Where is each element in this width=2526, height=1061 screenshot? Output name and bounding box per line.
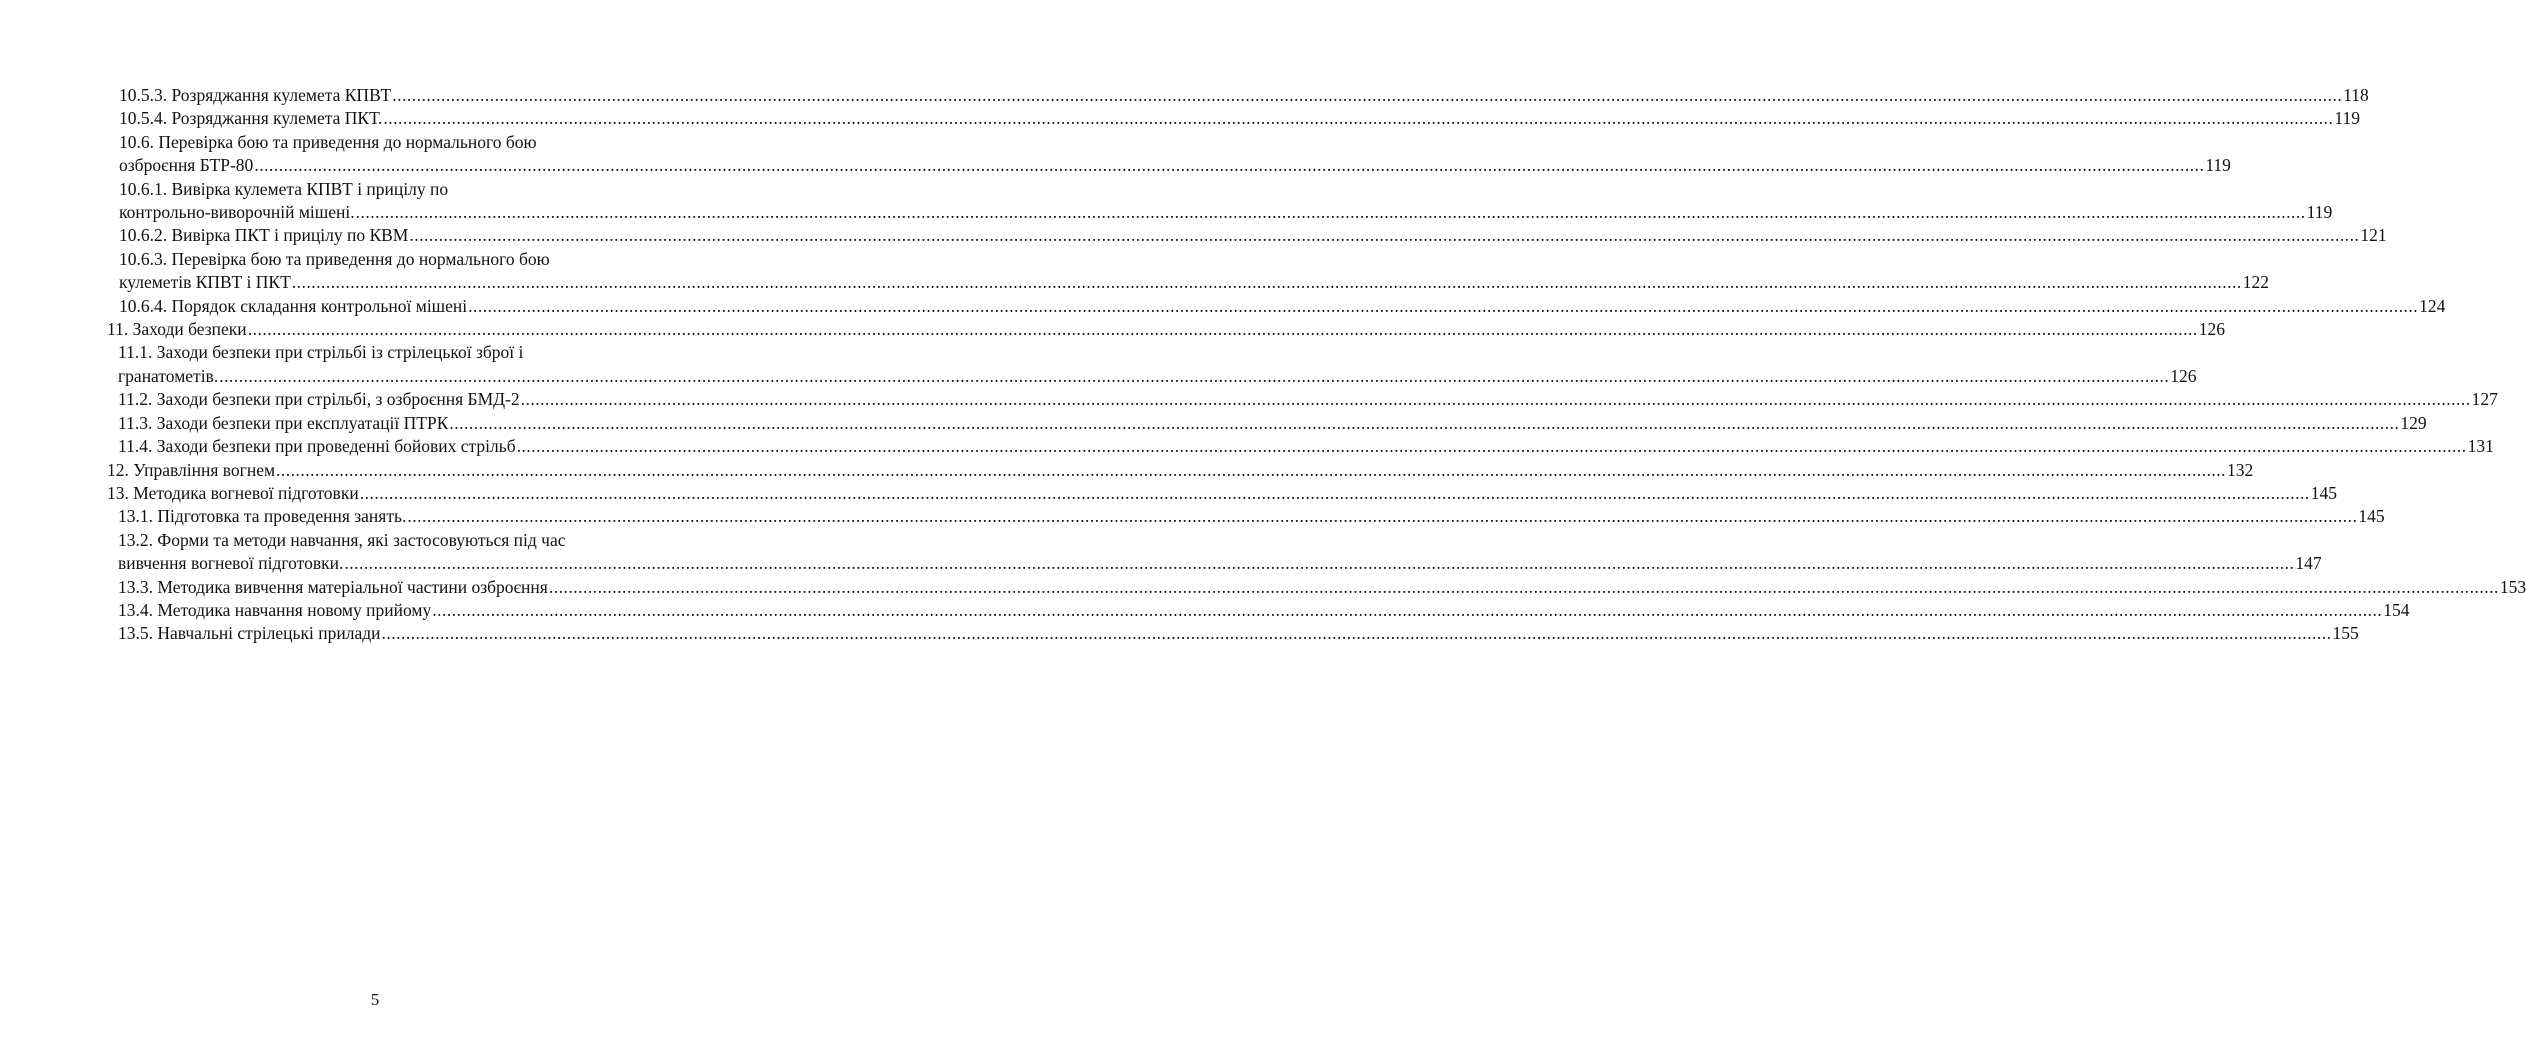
toc-entry-line bbox=[118, 365, 2197, 388]
toc-entry-title: кулеметів КПВТ і ПКТ bbox=[119, 272, 291, 293]
toc-entry-page: 131 bbox=[2467, 436, 2494, 457]
toc-entry-line bbox=[118, 599, 2410, 622]
toc-entry-title: озброєння БТР-80 bbox=[119, 155, 254, 176]
toc-entry-title: 13.1. Підготовка та проведення занять. bbox=[118, 506, 407, 527]
toc-entry-line bbox=[118, 341, 667, 364]
toc-entry[interactable] bbox=[119, 295, 2446, 318]
dot-leader: ................................................................................................................................................................................................................................................................................................................................................................................................................ bbox=[344, 553, 2295, 574]
toc-entry-page: 145 bbox=[2310, 482, 2337, 503]
toc-entry[interactable] bbox=[119, 131, 2231, 178]
toc-entry-title: 13. Методика вогневої підготовки bbox=[107, 482, 359, 503]
dot-leader: ................................................................................................................................................................................................................................................................................................................................................................................................................ bbox=[432, 599, 2383, 620]
table-of-contents bbox=[0, 84, 2526, 646]
toc-entry-title: 13.3. Методика вивчення матеріальної частини озброєння bbox=[118, 576, 548, 597]
toc-entry-line bbox=[118, 505, 2385, 528]
toc-entry[interactable] bbox=[118, 622, 2359, 645]
toc-entry-title: 10.5.4. Розряджання кулемета ПКТ. bbox=[119, 108, 383, 129]
toc-entry-page: 126 bbox=[2170, 365, 2197, 386]
toc-entry-line bbox=[107, 482, 2337, 505]
toc-entry-line bbox=[107, 318, 2225, 341]
toc-entry-page: 124 bbox=[2419, 295, 2446, 316]
toc-entry-line bbox=[119, 131, 667, 154]
toc-entry-line bbox=[118, 622, 2359, 645]
toc-entry-line bbox=[119, 224, 2387, 247]
dot-leader: ................................................................................................................................................................................................................................................................................................................................................................................................................ bbox=[219, 365, 2170, 386]
toc-entry[interactable] bbox=[119, 84, 2369, 107]
toc-entry-title: 13.4. Методика навчання новому прийому bbox=[118, 599, 432, 620]
toc-entry[interactable] bbox=[118, 388, 2498, 411]
dot-leader: ................................................................................................................................................................................................................................................................................................................................................................................................................ bbox=[409, 225, 2360, 246]
toc-entry-line bbox=[119, 248, 667, 271]
toc-entry-title: 12. Управління вогнем bbox=[107, 459, 276, 480]
dot-leader: ................................................................................................................................................................................................................................................................................................................................................................................................................ bbox=[468, 295, 2419, 316]
toc-entry-page: 147 bbox=[2295, 553, 2322, 574]
toc-entry-title: гранатометів. bbox=[118, 365, 219, 386]
toc-entry-line bbox=[118, 529, 667, 552]
toc-entry-title: вивчення вогневої підготовки. bbox=[118, 553, 344, 574]
toc-entry[interactable] bbox=[107, 482, 2337, 505]
toc-entry-title: 10.6.2. Вивірка ПКТ і прицілу по КВМ bbox=[119, 225, 409, 246]
toc-entry[interactable] bbox=[119, 224, 2387, 247]
toc-entry[interactable] bbox=[118, 576, 2526, 599]
dot-leader: ................................................................................................................................................................................................................................................................................................................................................................................................................ bbox=[516, 436, 2467, 457]
toc-entry-page: 126 bbox=[2198, 319, 2225, 340]
toc-entry[interactable] bbox=[119, 178, 2333, 225]
toc-entry-line bbox=[118, 552, 2322, 575]
toc-entry-page: 119 bbox=[2306, 202, 2333, 223]
dot-leader: ................................................................................................................................................................................................................................................................................................................................................................................................................ bbox=[383, 108, 2334, 129]
toc-entry-page: 129 bbox=[2400, 412, 2427, 433]
dot-leader: ................................................................................................................................................................................................................................................................................................................................................................................................................ bbox=[407, 506, 2358, 527]
toc-entry-page: 154 bbox=[2383, 599, 2410, 620]
dot-leader: ................................................................................................................................................................................................................................................................................................................................................................................................................ bbox=[247, 319, 2198, 340]
dot-leader: ................................................................................................................................................................................................................................................................................................................................................................................................................ bbox=[449, 412, 2400, 433]
toc-entry-title: 10.6.4. Порядок складання контрольної мішені bbox=[119, 295, 468, 316]
dot-leader: ................................................................................................................................................................................................................................................................................................................................................................................................................ bbox=[355, 202, 2306, 223]
toc-entry[interactable] bbox=[118, 599, 2410, 622]
toc-entry-line bbox=[118, 388, 2498, 411]
toc-entry-page: 119 bbox=[2205, 155, 2231, 176]
toc-entry-page: 155 bbox=[2332, 623, 2359, 644]
toc-entry-page: 127 bbox=[2471, 389, 2498, 410]
toc-entry-title: 11.3. Заходи безпеки при експлуатації ПТРК bbox=[118, 412, 449, 433]
toc-entry[interactable] bbox=[119, 107, 2360, 130]
toc-entry-line bbox=[118, 435, 2494, 458]
toc-entry-page: 132 bbox=[2227, 459, 2254, 480]
toc-entry-line bbox=[118, 412, 2427, 435]
toc-entry[interactable] bbox=[118, 529, 2322, 576]
toc-entry[interactable] bbox=[118, 505, 2385, 528]
toc-entry-page: 145 bbox=[2358, 506, 2385, 527]
toc-entry-title: 13.5. Навчальні стрілецькі прилади bbox=[118, 623, 381, 644]
dot-leader: ................................................................................................................................................................................................................................................................................................................................................................................................................ bbox=[381, 623, 2332, 644]
toc-entry-title: 10.5.3. Розряджання кулемета КПВТ bbox=[119, 85, 392, 105]
toc-entry-line bbox=[118, 576, 2526, 599]
toc-entry-line bbox=[107, 459, 2254, 482]
toc-entry-line bbox=[119, 178, 667, 201]
dot-leader: ................................................................................................................................................................................................................................................................................................................................................................................................................ bbox=[359, 482, 2310, 503]
toc-entry-title: 11.2. Заходи безпеки при стрільбі, з озброєння БМД-2 bbox=[118, 389, 520, 410]
page-number: 5 bbox=[370, 990, 380, 1009]
toc-entry-title-line: 10.6.3. Перевірка бою та приведення до нормального бою bbox=[119, 248, 550, 269]
dot-leader: ................................................................................................................................................................................................................................................................................................................................................................................................................ bbox=[276, 459, 2227, 480]
toc-entry-title-line: 11.1. Заходи безпеки при стрільбі із стрілецької зброї і bbox=[118, 342, 524, 363]
toc-entry-line bbox=[119, 201, 2333, 224]
toc-entry[interactable] bbox=[119, 248, 2270, 295]
toc-entry-title-line: 13.2. Форми та методи навчання, які застосовуються під час bbox=[118, 529, 566, 550]
toc-entry-title-line: 10.6.1. Вивірка кулемета КПВТ і прицілу по bbox=[119, 178, 449, 199]
toc-entry-title-line: 10.6. Перевірка бою та приведення до нормального бою bbox=[119, 131, 537, 152]
toc-entry[interactable] bbox=[118, 435, 2494, 458]
toc-entry-line bbox=[119, 154, 2231, 177]
toc-entry[interactable] bbox=[107, 318, 2225, 341]
toc-entry-line bbox=[119, 84, 2369, 107]
toc-entry[interactable] bbox=[118, 412, 2427, 435]
toc-entry[interactable] bbox=[107, 459, 2254, 482]
dot-leader: ................................................................................................................................................................................................................................................................................................................................................................................................................ bbox=[548, 576, 2499, 597]
toc-entry-page: 153 bbox=[2499, 576, 2526, 597]
toc-entry-line bbox=[119, 107, 2360, 130]
toc-entry-title: 11.4. Заходи безпеки при проведенні бойових стрільб bbox=[118, 436, 516, 457]
dot-leader: ................................................................................................................................................................................................................................................................................................................................................................................................................ bbox=[520, 389, 2471, 410]
toc-entry-line bbox=[119, 271, 2270, 294]
dot-leader: ................................................................................................................................................................................................................................................................................................................................................................................................................ bbox=[392, 85, 2343, 105]
toc-entry-page: 121 bbox=[2360, 225, 2387, 246]
toc-entry-page: 118 bbox=[2343, 85, 2369, 105]
toc-entry-page: 119 bbox=[2334, 108, 2360, 129]
toc-entry-line bbox=[119, 295, 2446, 318]
dot-leader: ................................................................................................................................................................................................................................................................................................................................................................................................................ bbox=[254, 155, 2205, 176]
dot-leader: ................................................................................................................................................................................................................................................................................................................................................................................................................ bbox=[291, 272, 2242, 293]
toc-entry-title: 11. Заходи безпеки bbox=[107, 319, 247, 340]
toc-entry[interactable] bbox=[118, 341, 2197, 388]
toc-entry-page: 122 bbox=[2242, 272, 2270, 293]
toc-entry-title: контрольно-виворочній мішені. bbox=[119, 202, 355, 223]
